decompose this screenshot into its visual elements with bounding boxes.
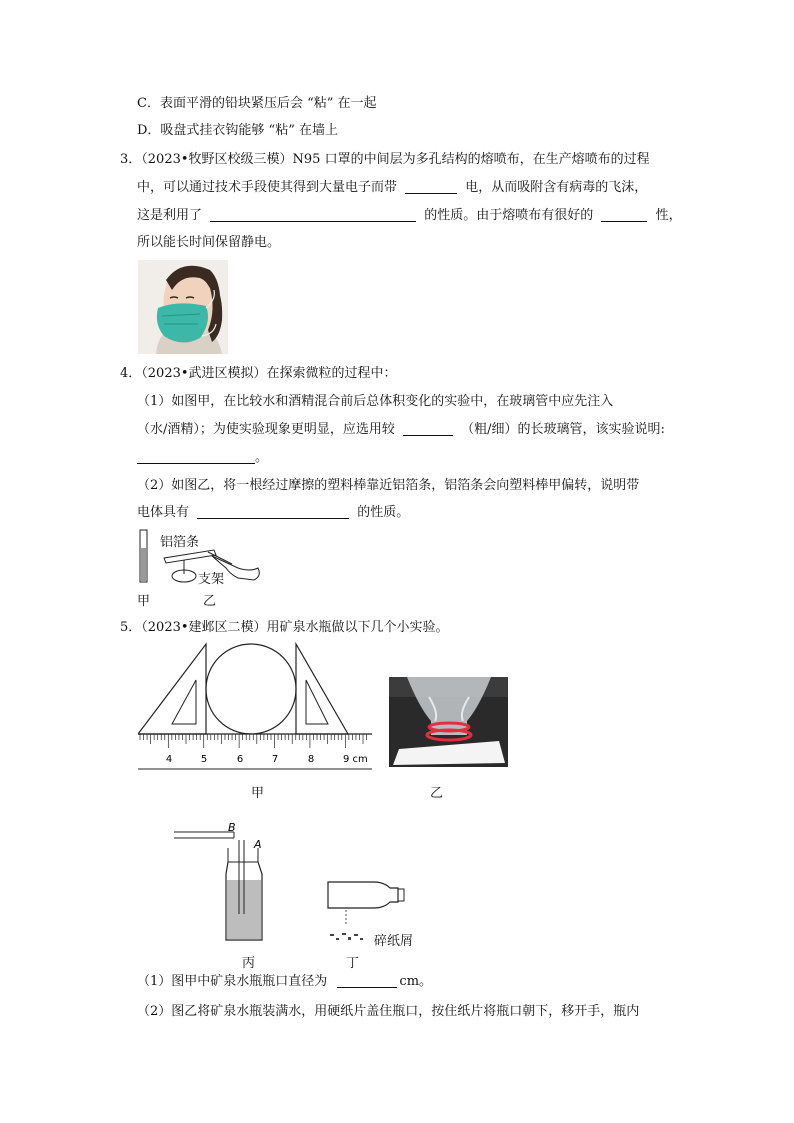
q4-stem-line3: （水/酒精）；为使实验现象更明显，应选用较 （粗/细）的长玻璃管，该实验说明: [137,422,665,437]
tick-label: 4 [165,754,173,765]
q3-stem-line4: 所以能长时间保留静电。 [137,235,281,250]
answer-blank[interactable] [405,179,457,194]
label-fig-bing: 丙 [242,956,256,971]
tick-label: 9 cm [343,754,368,765]
answer-blank[interactable] [137,449,255,464]
label-jia: 甲 [137,594,151,609]
label-fig-ding: 丁 [346,956,360,971]
label-fig-yi: 乙 [430,786,444,801]
q5-stem-line1: 5．（2023•建邺区二模）用矿泉水瓶做以下几个小实验。 [120,620,449,635]
q3-stem-line3: 这是利用了 的性质。由于熔喷布有很好的 性， [137,208,682,223]
q3-stem-line2: 中，可以通过技术手段使其得到大量电子而带 电，从而吸附含有病毒的飞沫， [137,180,648,195]
bottle-horizontal-icon [328,882,398,908]
q3-stem-line1: 3．（2023•牧野区校级三模）N95 口罩的中间层为多孔结构的熔喷布，在生产熔喷布的过程 [120,152,650,167]
label-a: A [254,838,262,851]
tick-label: 6 [236,754,244,765]
tick-label: 5 [200,754,208,765]
q4-stem-line5: （2）如图乙，将一根经过摩擦的塑料棒靠近铝箔条，铝箔条会向塑料棒甲偏转，说明带 [137,478,640,493]
set-square-right-icon [296,644,348,734]
ruler-tick-labels [166,754,368,765]
tick-label: 8 [307,754,315,765]
label-b: B [228,821,236,834]
q4-stem-line6: 电体具有 的性质。 [137,505,410,520]
bottle-circle-icon [206,644,296,734]
label-paper-scraps: 碎纸屑 [374,934,414,949]
ruler-bottle-figure [138,640,378,775]
answer-blank[interactable] [337,973,397,988]
q2-option-d: D．吸盘式挂衣钩能够 “粘” 在墙上 [137,123,338,138]
ruler-ticks [140,734,367,748]
answer-blank[interactable] [601,207,647,222]
q4-stem-line1: 4．（2023•武进区模拟）在探索微粒的过程中： [120,366,397,381]
q5-sub1: （1）图甲中矿泉水瓶瓶口直径为 cm。 [137,974,433,989]
label-fig-jia: 甲 [251,786,265,801]
paper-scraps-icon [330,933,363,940]
label-stand: 支架 [198,572,225,587]
q4-stem-line4: 。 [137,448,268,468]
q2-option-c: C．表面平滑的铅块紧压后会 “粘” 在一起 [137,96,377,111]
label-yi: 乙 [203,594,217,609]
q5-sub2: （2）图乙将矿泉水瓶装满水，用硬纸片盖住瓶口，按住纸片将瓶口朝下，移开手，瓶内 [137,1004,640,1019]
answer-blank[interactable] [403,421,453,436]
answer-blank[interactable] [210,207,416,222]
mask-photo [138,260,228,354]
bottle-photo [389,677,508,767]
straw-bottle-figure [170,818,270,950]
tick-label: 7 [271,754,279,765]
label-foil: 铝箔条 [160,535,200,550]
answer-blank[interactable] [197,504,349,519]
q4-stem-line2: （1）如图甲，在比较水和酒精混合前后总体积变化的实验中，在玻璃管中应先注入 [137,394,614,409]
